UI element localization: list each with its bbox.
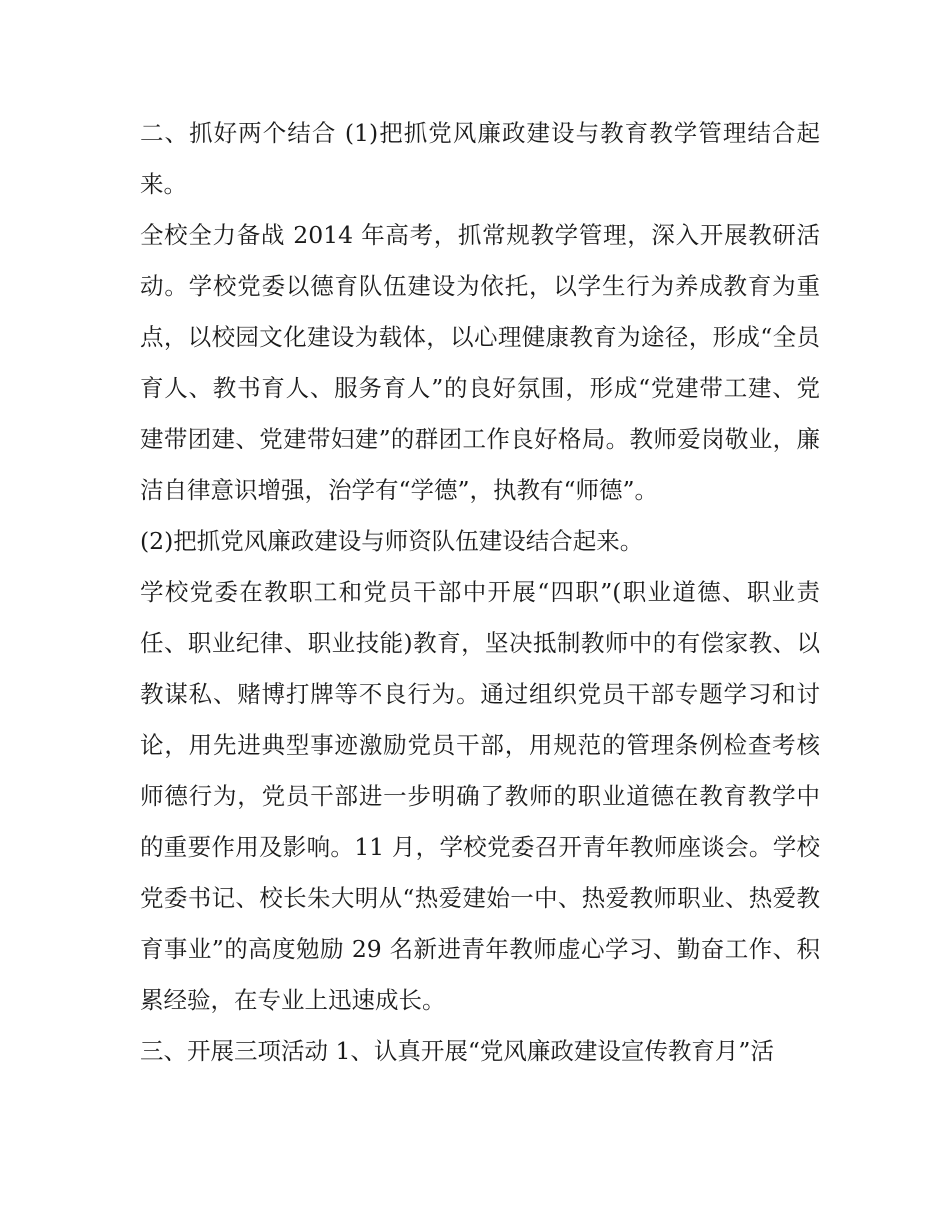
paragraph-faculty-building: 学校党委在教职工和党员干部中开展“四职”(职业道德、职业责任、职业纪律、职业技能)教育，坚决抵制教师中的有偿家教、以教谋私、赌博打牌等不良行为。通过组织党员干部专题学习和讨论，用先进典型事迹激励党员干部，用规范的管理条例检查考核师德行为，党员干部进一步明确了教师的职业道德在教育教学中的重要作用及影响。11 月，学校党委召开青年教师座谈会。学校党委书记、校长朱大明从“热爱建始一中、热爱教师职业、热爱教育事业”的高度勉励 29 名新进青年教师虚心学习、勤奋工作、积累经验，在专业上迅速成长。 — [140, 578, 820, 1014]
paragraph-section-two-heading: 二、抓好两个结合 (1)把抓党风廉政建设与教育教学管理结合起来。 — [140, 119, 820, 198]
paragraph-section-three-heading: 三、开展三项活动 1、认真开展“党风廉政建设宣传教育月”活 — [140, 1037, 774, 1065]
document-body — [140, 108, 820, 1077]
paragraph-subheading-faculty: (2)把抓党风廉政建设与师资队伍建设结合起来。 — [140, 527, 644, 555]
paragraph-teaching-management: 全校全力备战 2014 年高考，抓常规教学管理，深入开展教研活动。学校党委以德育队伍建设为依托，以学生行为养成教育为重点，以校园文化建设为载体，以心理健康教育为途径，形成“全员育人、教书育人、服务育人”的良好氛围，形成“党建带工建、党建带团建、党建带妇建”的群团工作良好格局。教师爱岗敬业，廉洁自律意识增强，治学有“学德”，执教有“师德”。 — [140, 221, 820, 504]
